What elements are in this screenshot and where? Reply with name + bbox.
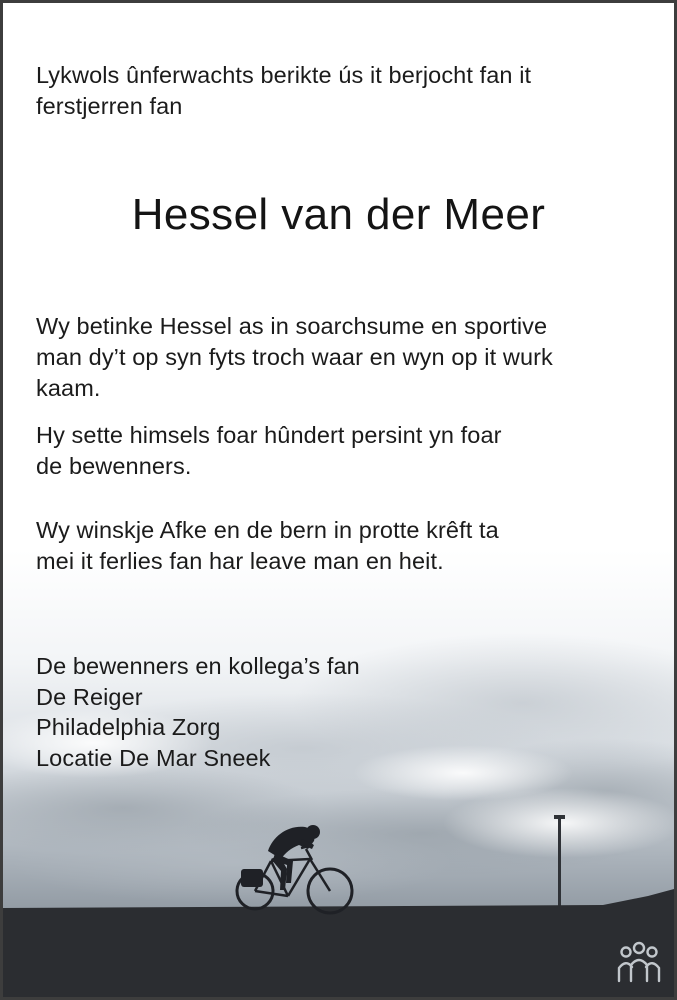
signoff-line: Locatie De Mar Sneek: [36, 744, 271, 771]
condolence-line: mei it ferlies fan har leave man en heit.: [36, 548, 444, 574]
deceased-name: Hessel van der Meer: [131, 190, 546, 239]
people-group-icon: [616, 941, 662, 983]
tribute-line: Hy sette himsels foar hûndert persint yn foar: [36, 422, 502, 448]
tribute-line: Wy betinke Hessel as in soarchsume en sportive: [36, 313, 548, 339]
obituary-text: [3, 3, 674, 997]
intro-text: [36, 60, 646, 122]
condolence-line: Wy winskje Afke en de bern in protte krêft ta: [36, 517, 499, 543]
tribute-line: man dy’t op syn fyts troch waar en wyn op it wurk: [36, 344, 553, 370]
tribute-line: de bewenners.: [36, 453, 192, 479]
tribute-line: kaam.: [36, 375, 101, 401]
tribute-paragraph: [36, 311, 646, 404]
tribute-paragraph: [36, 420, 646, 482]
signoff: [36, 651, 646, 773]
signoff-line: Philadelphia Zorg: [36, 714, 221, 740]
signoff-line: De bewenners en kollega’s fan: [36, 653, 360, 679]
condolence-paragraph: [36, 515, 646, 577]
intro-line: Lykwols ûnferwachts berikte ús it berjocht fan it: [36, 62, 532, 88]
intro-line: ferstjerren fan: [36, 93, 183, 119]
signoff-line: De Reiger: [36, 683, 143, 710]
